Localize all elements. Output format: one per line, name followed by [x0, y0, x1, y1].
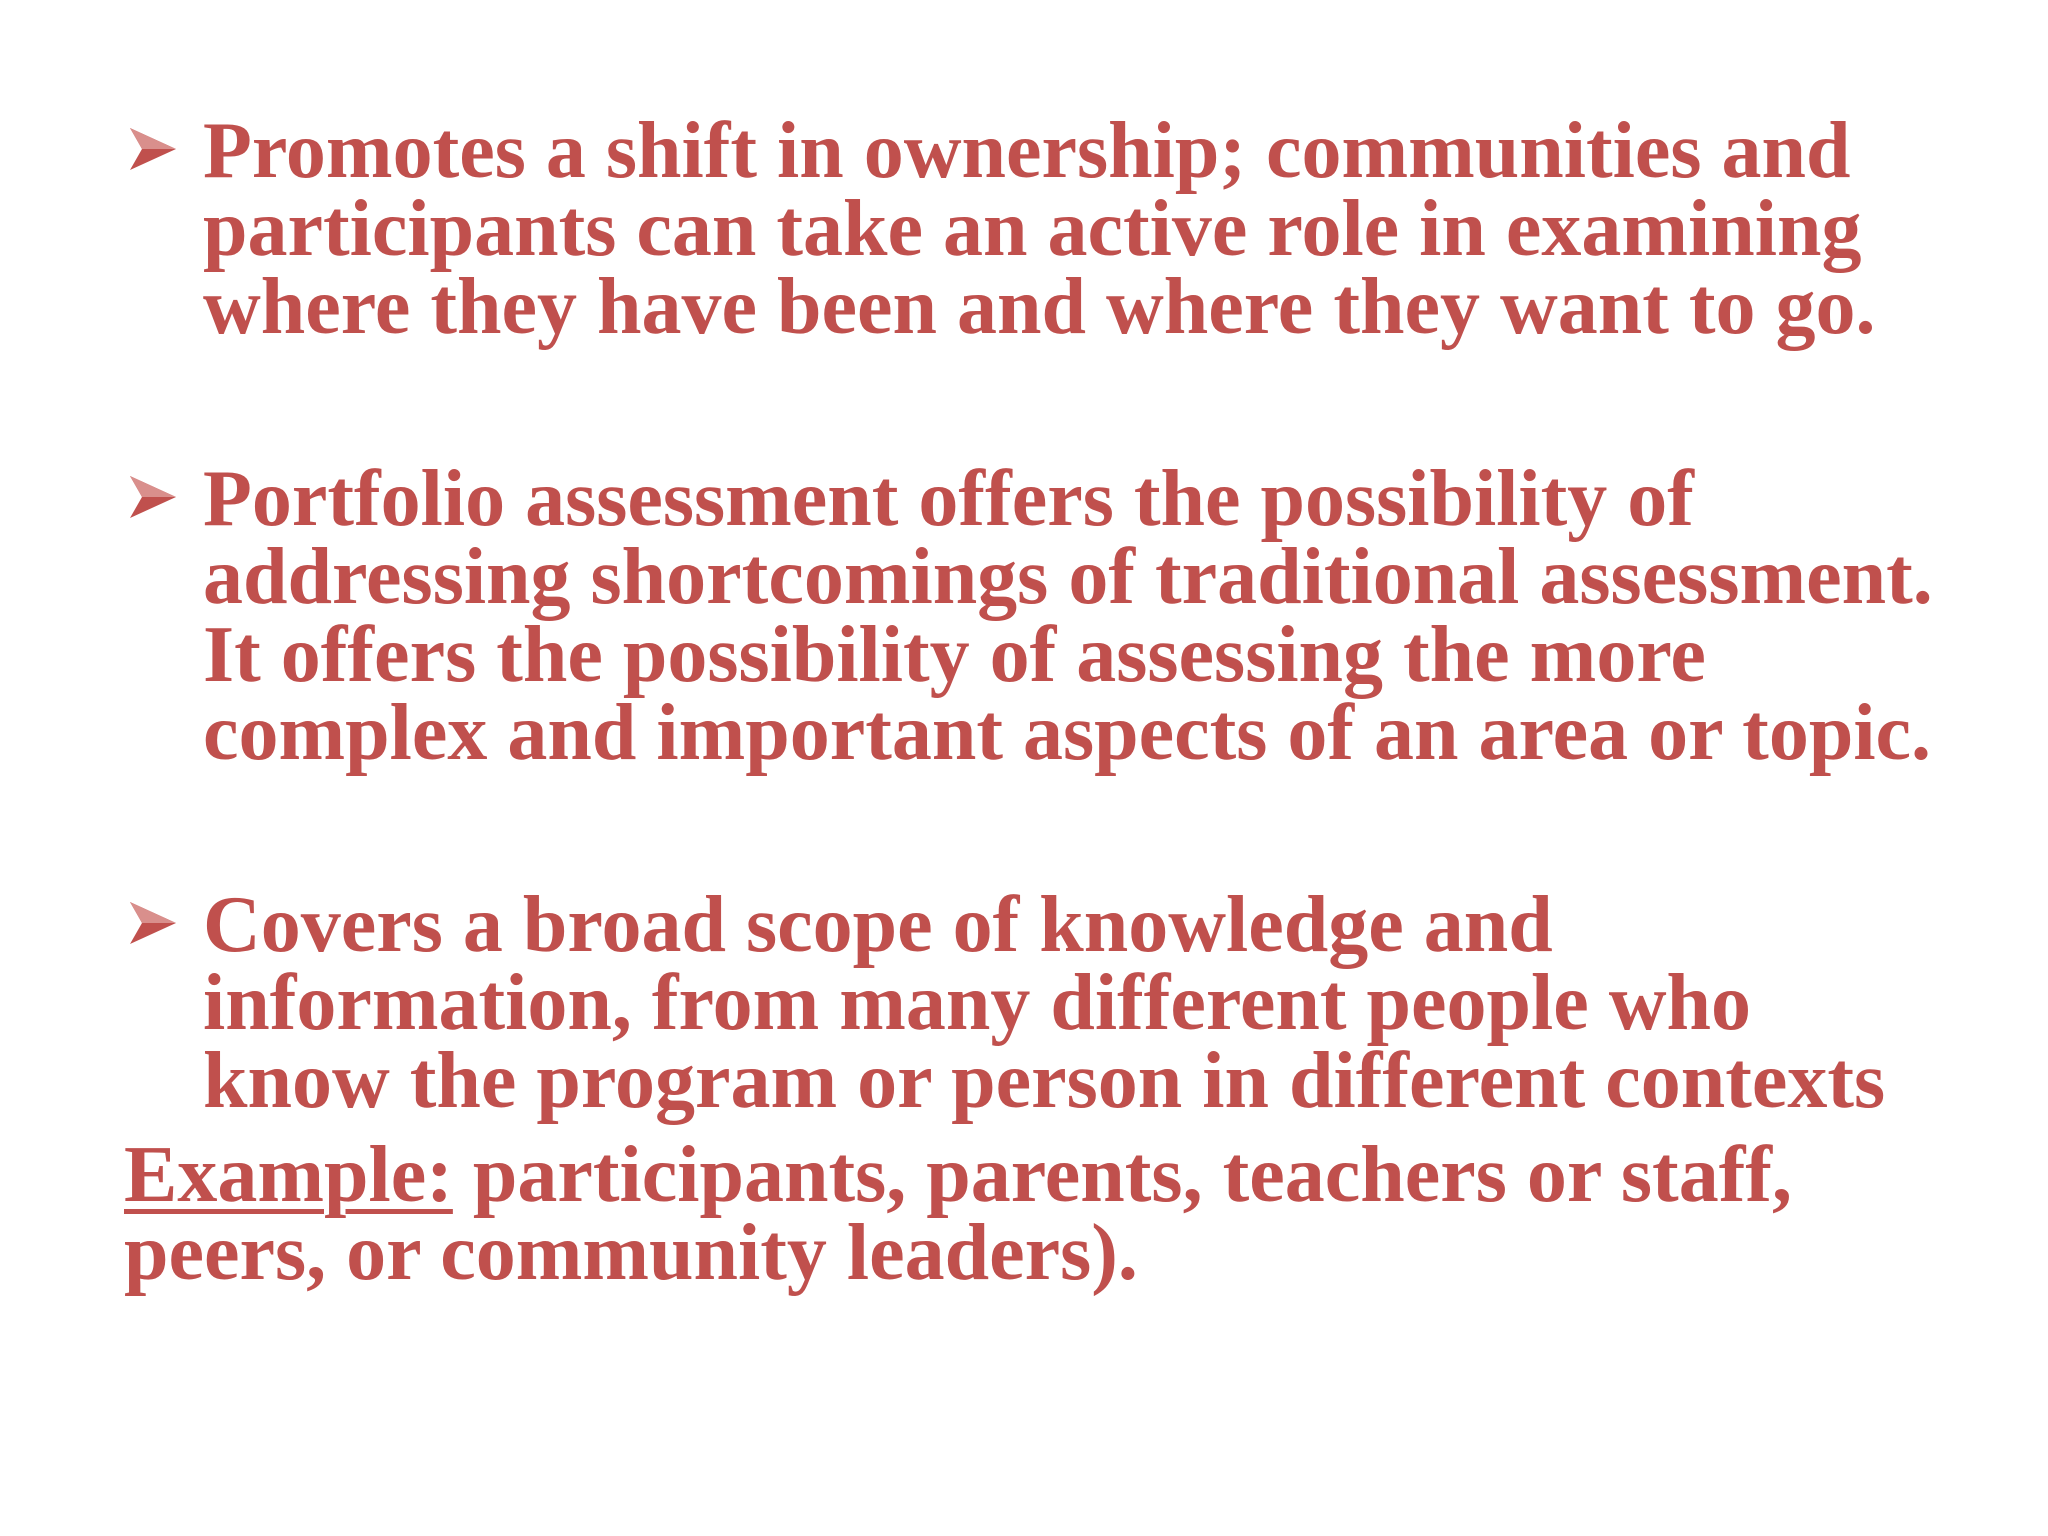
bullet-line: Portfolio assessment offers the possibility of	[203, 455, 1694, 543]
bullet-line: information, from many different people who	[203, 959, 1752, 1047]
arrow-bullet-icon	[128, 886, 203, 964]
bullet-line: complex and important aspects of an area or topic.	[203, 689, 1932, 777]
bullet-item-scope	[128, 881, 2008, 1125]
example-line: peers, or community leaders).	[124, 1209, 1138, 1297]
example-line	[124, 1131, 2004, 1219]
bullet-text	[203, 107, 2008, 351]
bullet-text	[203, 455, 2008, 777]
arrow-bullet-icon	[128, 112, 203, 190]
bullet-line: Promotes a shift in ownership; communities and	[203, 107, 1851, 195]
bullet-line: addressing shortcomings of traditional assessment.	[203, 533, 1933, 621]
arrow-bullet-icon	[128, 460, 203, 538]
example-label: Example:	[124, 1131, 453, 1219]
bullet-line: It offers the possibility of assessing the more	[203, 611, 1706, 699]
bullet-line: participants can take an active role in examining	[203, 185, 1862, 273]
bullet-text	[203, 881, 2008, 1125]
bullet-line: know the program or person in different contexts	[203, 1037, 1886, 1125]
bullet-item-ownership	[128, 107, 2008, 351]
example-paragraph	[124, 1131, 2004, 1297]
bullet-line: where they have been and where they want to go.	[203, 263, 1876, 351]
bullet-item-portfolio	[128, 455, 2008, 777]
bullet-line: Covers a broad scope of knowledge and	[203, 881, 1553, 969]
example-text: participants, parents, teachers or staff,	[452, 1131, 1792, 1219]
